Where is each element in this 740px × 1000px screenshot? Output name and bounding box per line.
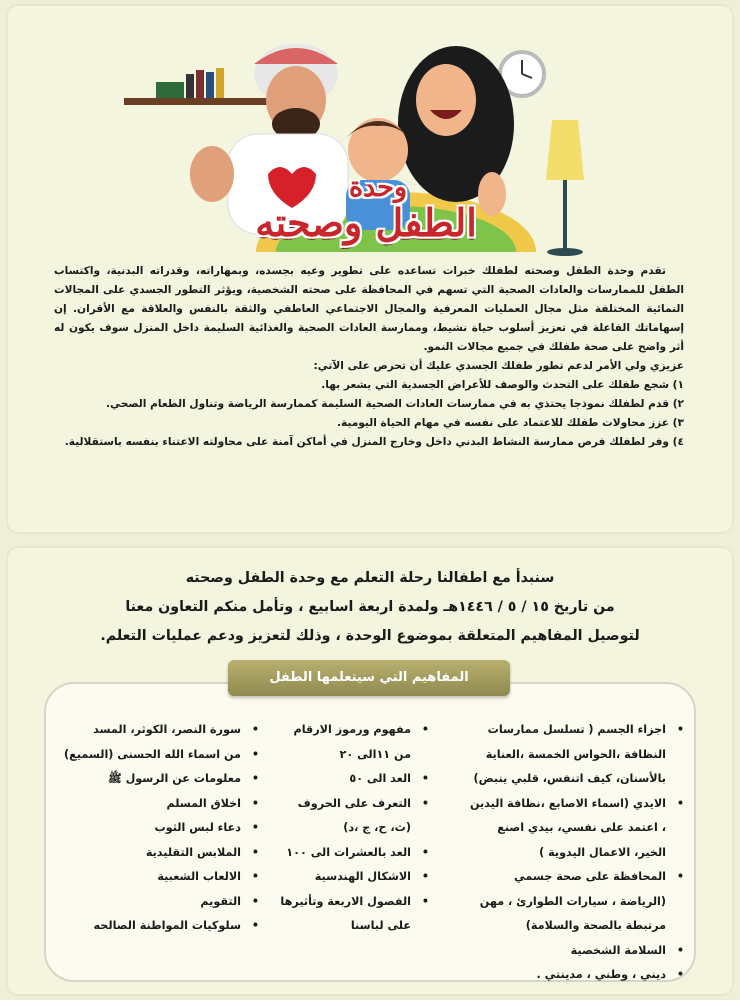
concepts-column-3 <box>59 718 259 939</box>
guardian-line: عزيزي ولي الأمر لدعم تطور طفلك الجسدي عليك أن تحرص على الآتي: <box>313 360 684 372</box>
concepts-column-2 <box>279 718 429 939</box>
concept-item: • دعاء لبس الثوب <box>59 816 259 841</box>
intro-text-block <box>54 262 684 452</box>
concepts-title: المفاهيم التي سيتعلمها الطفل <box>228 660 510 696</box>
concept-item: • الاشكال الهندسية <box>279 865 429 890</box>
concept-item: • التعرف على الحروف (ث، ح، ج ،د) <box>279 792 429 841</box>
concept-item: • الفصول الاربعة وتأثيرها على لباسنا <box>279 890 429 939</box>
tip-item: ٢) قدم لطفلك نموذجا يحتذي به في ممارسات العادات الصحية السليمة كممارسة الرياضة وتناول الطعام الصحي. <box>105 398 684 410</box>
tip-item: ٣) عزز محاولات طفلك للاعتماد على نفسه في مهام الحياة اليومية. <box>336 417 684 429</box>
unit-intro-card <box>6 4 734 534</box>
book-icon <box>186 74 194 98</box>
schedule-line-1: سنبدأ مع اطفالنا رحلة التعلم مع وحدة الطفل وصحته <box>185 570 555 586</box>
intro-paragraph: تقدم وحدة الطفل وصحته لطفلك خبرات تساعده على تطوير وعيه بجسده، وبمهاراته، وقدراته البدنية، واكتساب الطفل للممارسات والعادات الصحية التي تسهم في المحافظة على صحته الشخصية، ويؤثر التطور الجسدي على المجالات النمائية المختلفة مثل مجال العمليات المعرفية والمجال الاجتماعي العاطفي والثقة بالنفس والعلاقة مع الأقران. إن إسهاماتك الفاعلة في تعزيز أسلوب حياة نشيط، وممارسة العادات الصحية والغذائية السليمة داخل المنزل سوف يكون له أثر واضح على صحة طفلك في جميع مجالات النمو. <box>54 265 684 353</box>
book-icon <box>196 70 204 98</box>
book-icon <box>156 82 184 98</box>
concept-item: • معلومات عن الرسول ﷺ <box>59 767 259 792</box>
unit-title-small: وحدة <box>348 172 408 203</box>
schedule-line-3: لتوصيل المفاهيم المتعلقة بموضوع الوحدة ، وذلك لتعزيز ودعم عمليات التعلم. <box>100 628 640 644</box>
concept-item: • اخلاق المسلم <box>59 792 259 817</box>
concept-item: • الملابس التقليدية <box>59 841 259 866</box>
concept-item: • سلوكيات المواطنة الصالحه <box>59 914 259 939</box>
tips-list <box>54 376 684 452</box>
concept-item: • العد الى ٥٠ <box>279 767 429 792</box>
family-illustration <box>6 4 734 259</box>
book-icon <box>206 72 214 98</box>
concept-item: • السلامة الشخصية <box>466 939 684 964</box>
unit-title-large: الطفل وصحته <box>255 200 477 245</box>
book-icon <box>216 68 224 98</box>
thumbs-up-icon <box>190 146 234 202</box>
concept-item: • العد بالعشرات الى ١٠٠ <box>279 841 429 866</box>
concepts-column-1 <box>466 718 684 988</box>
concept-item: • المحافظة على صحة جسمي (الرياضة ، سيارات الطوارئ ، مهن مرتبطة بالصحة والسلامة) <box>466 865 684 939</box>
schedule-heading <box>36 564 704 651</box>
concept-item: • التقويم <box>59 890 259 915</box>
schedule-line-2: من تاريخ ١٥ / ٥ / ١٤٤٦هـ ولمدة اربعة اسابيع ، وتأمل منكم التعاون معنا <box>125 599 615 615</box>
concept-item: • الالعاب الشعبية <box>59 865 259 890</box>
unit-schedule-card <box>6 546 734 996</box>
tip-item: ٤) وفر لطفلك فرص ممارسة النشاط البدني داخل وخارج المنزل في أماكن آمنة على محاولته الاعتناء بنفسه باستقلالية. <box>64 436 684 448</box>
tip-item: ١) شجع طفلك على التحدث والوصف للأعراض الجسدية التي يشعر بها. <box>321 379 684 391</box>
concept-item: • من اسماء الله الحسنى (السميع) <box>59 743 259 768</box>
concept-item: • اجزاء الجسم ( تسلسل ممارسات النظافة ،الحواس الخمسة ،العناية بالأسنان، كيف اتنفس، قلبي ينبض) <box>466 718 684 792</box>
concept-item: • ديني ، وطني ، مدينتي . <box>466 963 684 988</box>
concept-item: • سورة النصر، الكوثر، المسد <box>59 718 259 743</box>
concept-item: • مفهوم ورموز الارقام من ١١الى ٢٠ <box>279 718 429 767</box>
wall-shelf <box>124 98 274 105</box>
concept-item: • الايدي (اسماء الاصابع ،نظافة اليدين ، اعتمد على نفسي، بيدي اصنع الخير، الاعمال اليدوية ) <box>466 792 684 866</box>
floor-lamp-icon <box>546 120 584 180</box>
